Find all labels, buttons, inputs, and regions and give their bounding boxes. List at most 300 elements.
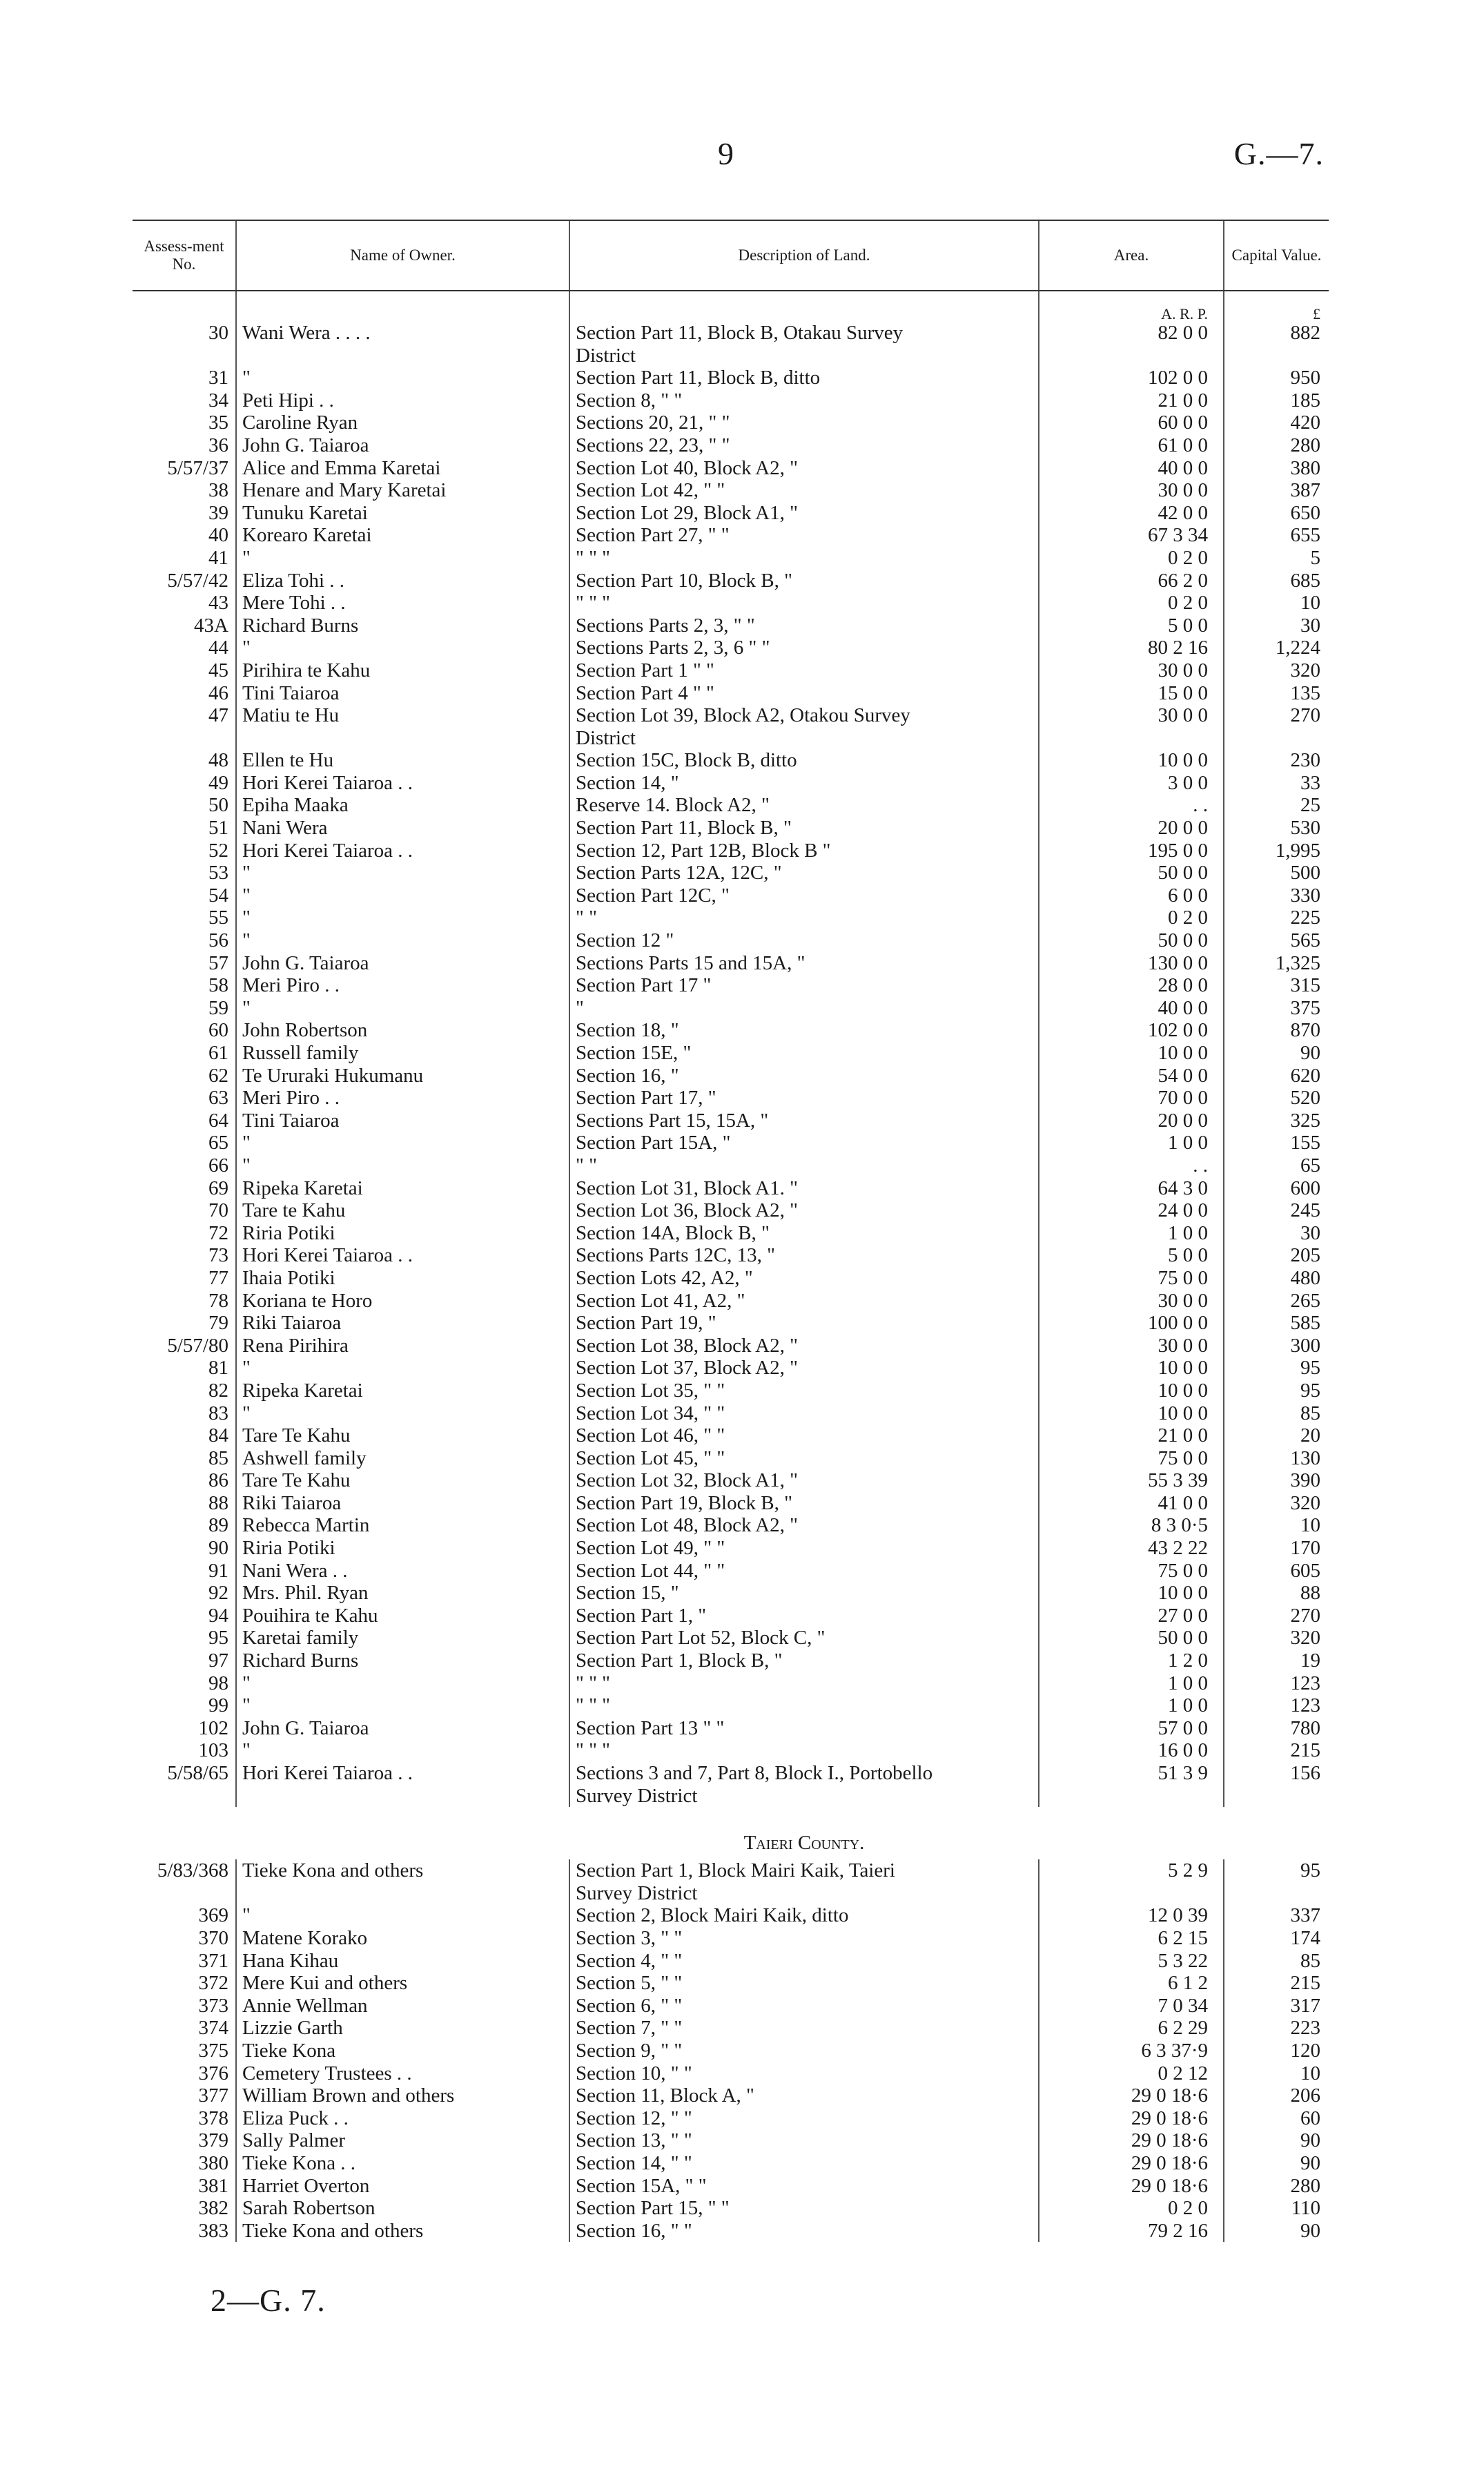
cell-capital-value: 25 bbox=[1224, 794, 1329, 817]
cell-area: . . bbox=[1039, 794, 1224, 817]
cell-area: 75 0 0 bbox=[1039, 1560, 1224, 1583]
cell-capital-value: 10 bbox=[1224, 592, 1329, 615]
cell-area: 6 1 2 bbox=[1039, 1972, 1224, 1995]
cell-capital-value: 1,224 bbox=[1224, 637, 1329, 659]
cell-assessment-no: 375 bbox=[198, 2039, 228, 2062]
col-assessment-no: Assess-ment No. bbox=[133, 220, 236, 291]
cell-capital-value: 130 bbox=[1224, 1447, 1329, 1470]
cell-area: 12 0 39 bbox=[1039, 1904, 1224, 1927]
cell-owner: " bbox=[236, 884, 569, 907]
cell-area: 30 0 0 bbox=[1039, 659, 1224, 682]
cell-owner: " bbox=[236, 997, 569, 1020]
cell-assessment-no: 102 bbox=[198, 1716, 228, 1739]
cell-assessment-no: 99 bbox=[208, 1694, 228, 1717]
cell-description: Section Part 19, Block B, " bbox=[569, 1492, 1039, 1515]
cell-area: 10 0 0 bbox=[1039, 1380, 1224, 1402]
cell-area: 29 0 18·6 bbox=[1039, 2129, 1224, 2152]
cell-capital-value: 123 bbox=[1224, 1694, 1329, 1717]
cell-area: 42 0 0 bbox=[1039, 502, 1224, 525]
cell-owner: Ripeka Karetai bbox=[236, 1177, 569, 1200]
cell-area: 100 0 0 bbox=[1039, 1312, 1224, 1335]
cell-assessment-no: 78 bbox=[208, 1289, 228, 1312]
cell-description: Section 15E, " bbox=[569, 1042, 1039, 1065]
cell-capital-value: 95 bbox=[1224, 1859, 1329, 1904]
cell-capital-value: 585 bbox=[1224, 1312, 1329, 1335]
cell-area: 82 0 0 bbox=[1039, 322, 1224, 367]
county-heading-row bbox=[133, 1807, 1329, 1859]
cell-capital-value: 380 bbox=[1224, 457, 1329, 480]
cell-assessment-no: 47 bbox=[208, 704, 228, 727]
cell-capital-value: 174 bbox=[1224, 1927, 1329, 1950]
cell-capital-value: 33 bbox=[1224, 772, 1329, 795]
cell-capital-value: 565 bbox=[1224, 929, 1329, 952]
cell-description: Section 3, " " bbox=[569, 1927, 1039, 1950]
cell-owner: " bbox=[236, 1904, 569, 1927]
cell-owner: Sally Palmer bbox=[236, 2129, 569, 2152]
cell-capital-value: 90 bbox=[1224, 2129, 1329, 2152]
cell-owner: Hori Kerei Taiaroa . . bbox=[236, 772, 569, 795]
cell-assessment-no: 41 bbox=[208, 546, 228, 569]
cell-description: Sections 3 and 7, Part 8, Block I., Portobello Survey District bbox=[569, 1762, 1039, 1807]
cell-description: Section Parts 12A, 12C, " bbox=[569, 862, 1039, 884]
cell-assessment-no: 98 bbox=[208, 1672, 228, 1694]
cell-area: 1 0 0 bbox=[1039, 1132, 1224, 1154]
cell-area: 20 0 0 bbox=[1039, 817, 1224, 840]
table-row bbox=[133, 2017, 1329, 2040]
cell-owner: Peti Hipi . . bbox=[236, 389, 569, 412]
cell-capital-value: 500 bbox=[1224, 862, 1329, 884]
table-row bbox=[133, 1694, 1329, 1717]
table-row bbox=[133, 2062, 1329, 2085]
cell-assessment-no: 374 bbox=[198, 2017, 228, 2040]
cell-owner: Nani Wera bbox=[236, 817, 569, 840]
cell-assessment-no: 50 bbox=[208, 794, 228, 817]
cell-description: Reserve 14. Block A2, " bbox=[569, 794, 1039, 817]
table-row bbox=[133, 1087, 1329, 1110]
table-row bbox=[133, 1290, 1329, 1313]
cell-assessment-no: 65 bbox=[208, 1132, 228, 1154]
table-row bbox=[133, 1950, 1329, 1973]
cell-assessment-no: 376 bbox=[198, 2062, 228, 2084]
cell-description: Section Lot 29, Block A1, " bbox=[569, 502, 1039, 525]
cell-capital-value: 780 bbox=[1224, 1717, 1329, 1740]
cell-area: 8 3 0·5 bbox=[1039, 1514, 1224, 1537]
cell-owner: " bbox=[236, 1402, 569, 1425]
cell-owner: Mere Tohi . . bbox=[236, 592, 569, 615]
table-row bbox=[133, 479, 1329, 502]
cell-area: 21 0 0 bbox=[1039, 389, 1224, 412]
cell-area: 80 2 16 bbox=[1039, 637, 1224, 659]
cell-description: Section 5, " " bbox=[569, 1972, 1039, 1995]
cell-description: Section Lot 39, Block A2, Otakou Survey District bbox=[569, 704, 1039, 749]
cell-assessment-no: 53 bbox=[208, 862, 228, 884]
cell-owner: Caroline Ryan bbox=[236, 412, 569, 434]
cell-assessment-no: 59 bbox=[208, 996, 228, 1019]
cell-owner: " bbox=[236, 1739, 569, 1762]
cell-description: Section Lot 31, Block A1. " bbox=[569, 1177, 1039, 1200]
cell-owner: Riki Taiaroa bbox=[236, 1492, 569, 1515]
cell-capital-value: 387 bbox=[1224, 479, 1329, 502]
table-row bbox=[133, 1537, 1329, 1560]
cell-description: Section 14, " bbox=[569, 772, 1039, 795]
cell-capital-value: 223 bbox=[1224, 2017, 1329, 2040]
cell-description: Sections Parts 2, 3, " " bbox=[569, 615, 1039, 637]
cell-area: 0 2 12 bbox=[1039, 2062, 1224, 2085]
cell-area: 102 0 0 bbox=[1039, 367, 1224, 389]
cell-owner: Hana Kihau bbox=[236, 1950, 569, 1973]
cell-assessment-no: 63 bbox=[208, 1087, 228, 1110]
cell-assessment-no: 379 bbox=[198, 2129, 228, 2152]
cell-capital-value: 270 bbox=[1224, 1605, 1329, 1627]
cell-capital-value: 375 bbox=[1224, 997, 1329, 1020]
cell-owner: Tare Te Kahu bbox=[236, 1469, 569, 1492]
table-row bbox=[133, 1447, 1329, 1470]
table-row bbox=[133, 2040, 1329, 2062]
cell-assessment-no: 81 bbox=[208, 1357, 228, 1380]
value-unit: £ bbox=[1224, 291, 1329, 322]
cell-capital-value: 90 bbox=[1224, 2152, 1329, 2175]
cell-description: Section 7, " " bbox=[569, 2017, 1039, 2040]
table-row bbox=[133, 1605, 1329, 1627]
cell-owner: Hori Kerei Taiaroa . . bbox=[236, 1762, 569, 1807]
cell-assessment-no: 72 bbox=[208, 1221, 228, 1244]
cell-description: Section 8, " " bbox=[569, 389, 1039, 412]
cell-description: Sections 20, 21, " " bbox=[569, 412, 1039, 434]
cell-area: 5 2 9 bbox=[1039, 1859, 1224, 1904]
cell-owner: Korearo Karetai bbox=[236, 524, 569, 547]
page-number: 9 bbox=[718, 136, 734, 171]
cell-capital-value: 95 bbox=[1224, 1380, 1329, 1402]
cell-description: Section Lot 36, Block A2, " bbox=[569, 1199, 1039, 1222]
cell-owner: Epiha Maaka bbox=[236, 794, 569, 817]
cell-capital-value: 320 bbox=[1224, 1627, 1329, 1649]
table-row bbox=[133, 884, 1329, 907]
cell-owner: Karetai family bbox=[236, 1627, 569, 1649]
cell-owner: Riki Taiaroa bbox=[236, 1312, 569, 1335]
cell-area: 64 3 0 bbox=[1039, 1177, 1224, 1200]
table-row bbox=[133, 1514, 1329, 1537]
cell-description: Section Part 17, " bbox=[569, 1087, 1039, 1110]
cell-description: Section Part 1, Block Mairi Kaik, Taieri Survey District bbox=[569, 1859, 1039, 1904]
cell-description: Section 9, " " bbox=[569, 2040, 1039, 2062]
cell-area: 20 0 0 bbox=[1039, 1110, 1224, 1132]
cell-assessment-no: 58 bbox=[208, 974, 228, 997]
cell-owner: Ripeka Karetai bbox=[236, 1380, 569, 1402]
document-reference: G.—7. bbox=[1233, 136, 1324, 171]
table-row bbox=[133, 1402, 1329, 1425]
cell-owner: Tieke Kona bbox=[236, 2040, 569, 2062]
cell-description: " " " bbox=[569, 1739, 1039, 1762]
cell-capital-value: 30 bbox=[1224, 615, 1329, 637]
table-row bbox=[133, 862, 1329, 884]
cell-capital-value: 155 bbox=[1224, 1132, 1329, 1154]
cell-owner: Sarah Robertson bbox=[236, 2197, 569, 2220]
cell-assessment-no: 51 bbox=[208, 817, 228, 840]
cell-area: 0 2 0 bbox=[1039, 2197, 1224, 2220]
cell-description: Section Part 11, Block B, " bbox=[569, 817, 1039, 840]
table-row bbox=[133, 1560, 1329, 1583]
cell-assessment-no: 103 bbox=[198, 1739, 228, 1762]
cell-description: " " " bbox=[569, 1694, 1039, 1717]
cell-assessment-no: 49 bbox=[208, 771, 228, 794]
table-row bbox=[133, 1582, 1329, 1605]
cell-assessment-no: 373 bbox=[198, 1994, 228, 2017]
table-row bbox=[133, 322, 1329, 367]
cell-owner: " bbox=[236, 1672, 569, 1695]
table-row bbox=[133, 2152, 1329, 2175]
cell-capital-value: 480 bbox=[1224, 1267, 1329, 1290]
cell-capital-value: 315 bbox=[1224, 974, 1329, 997]
cell-owner: Tare te Kahu bbox=[236, 1199, 569, 1222]
cell-assessment-no: 383 bbox=[198, 2219, 228, 2242]
table-row bbox=[133, 1972, 1329, 1995]
cell-capital-value: 206 bbox=[1224, 2084, 1329, 2107]
table-header-row bbox=[133, 220, 1329, 291]
table-row bbox=[133, 1357, 1329, 1380]
cell-area: 1 0 0 bbox=[1039, 1222, 1224, 1245]
cell-assessment-no: 46 bbox=[208, 681, 228, 704]
table-row bbox=[133, 2220, 1329, 2243]
cell-assessment-no: 86 bbox=[208, 1469, 228, 1492]
table-row bbox=[133, 637, 1329, 659]
col-area: Area. bbox=[1039, 220, 1224, 291]
cell-area: 29 0 18·6 bbox=[1039, 2152, 1224, 2175]
cell-assessment-no: 77 bbox=[208, 1266, 228, 1289]
cell-capital-value: 265 bbox=[1224, 1290, 1329, 1313]
cell-area: 55 3 39 bbox=[1039, 1469, 1224, 1492]
cell-description: Section 14, " " bbox=[569, 2152, 1039, 2175]
table-row bbox=[133, 570, 1329, 592]
cell-area: 30 0 0 bbox=[1039, 1290, 1224, 1313]
cell-assessment-no: 54 bbox=[208, 884, 228, 907]
table-row bbox=[133, 1019, 1329, 1042]
cell-owner: " bbox=[236, 862, 569, 884]
cell-capital-value: 1,325 bbox=[1224, 952, 1329, 975]
cell-capital-value: 390 bbox=[1224, 1469, 1329, 1492]
cell-description: Section Lot 45, " " bbox=[569, 1447, 1039, 1470]
cell-area: 41 0 0 bbox=[1039, 1492, 1224, 1515]
cell-assessment-no: 5/57/37 bbox=[167, 456, 228, 479]
cell-capital-value: 225 bbox=[1224, 907, 1329, 929]
cell-assessment-no: 92 bbox=[208, 1582, 228, 1605]
cell-assessment-no: 88 bbox=[208, 1491, 228, 1514]
cell-owner: Te Ururaki Hukumanu bbox=[236, 1065, 569, 1087]
cell-area: 29 0 18·6 bbox=[1039, 2084, 1224, 2107]
cell-capital-value: 337 bbox=[1224, 1904, 1329, 1927]
cell-capital-value: 230 bbox=[1224, 749, 1329, 772]
table-row bbox=[133, 1132, 1329, 1154]
cell-capital-value: 655 bbox=[1224, 524, 1329, 547]
cell-description: Section Lot 49, " " bbox=[569, 1537, 1039, 1560]
cell-area: 70 0 0 bbox=[1039, 1087, 1224, 1110]
cell-owner: " bbox=[236, 367, 569, 389]
cell-assessment-no: 91 bbox=[208, 1559, 228, 1582]
cell-assessment-no: 90 bbox=[208, 1537, 228, 1560]
cell-area: 30 0 0 bbox=[1039, 704, 1224, 749]
table-row bbox=[133, 1717, 1329, 1740]
table-row bbox=[133, 1469, 1329, 1492]
cell-assessment-no: 39 bbox=[208, 501, 228, 524]
cell-capital-value: 30 bbox=[1224, 1222, 1329, 1245]
cell-capital-value: 123 bbox=[1224, 1672, 1329, 1695]
cell-assessment-no: 66 bbox=[208, 1154, 228, 1177]
table-row bbox=[133, 682, 1329, 705]
cell-description: Section 10, " " bbox=[569, 2062, 1039, 2085]
cell-area: 21 0 0 bbox=[1039, 1424, 1224, 1447]
cell-area: 40 0 0 bbox=[1039, 997, 1224, 1020]
cell-assessment-no: 31 bbox=[208, 367, 228, 389]
cell-owner: " bbox=[236, 907, 569, 929]
cell-capital-value: 95 bbox=[1224, 1357, 1329, 1380]
cell-owner: Tunuku Karetai bbox=[236, 502, 569, 525]
cell-description: Section 15A, " " bbox=[569, 2175, 1039, 2198]
table-row bbox=[133, 1424, 1329, 1447]
cell-description: Section 16, " " bbox=[569, 2220, 1039, 2243]
cell-area: 6 3 37·9 bbox=[1039, 2040, 1224, 2062]
cell-capital-value: 156 bbox=[1224, 1762, 1329, 1807]
cell-owner: Richard Burns bbox=[236, 615, 569, 637]
cell-capital-value: 90 bbox=[1224, 2220, 1329, 2243]
cell-area: 130 0 0 bbox=[1039, 952, 1224, 975]
cell-owner: Harriet Overton bbox=[236, 2175, 569, 2198]
cell-capital-value: 317 bbox=[1224, 1995, 1329, 2017]
table-row bbox=[133, 389, 1329, 412]
table-row bbox=[133, 1995, 1329, 2017]
cell-area: 29 0 18·6 bbox=[1039, 2107, 1224, 2130]
cell-description: Section Part 19, " bbox=[569, 1312, 1039, 1335]
cell-owner: Tini Taiaroa bbox=[236, 1110, 569, 1132]
cell-assessment-no: 83 bbox=[208, 1402, 228, 1424]
cell-description: Section Part 10, Block B, " bbox=[569, 570, 1039, 592]
cell-capital-value: 530 bbox=[1224, 817, 1329, 840]
cell-area: 0 2 0 bbox=[1039, 547, 1224, 570]
cell-capital-value: 120 bbox=[1224, 2040, 1329, 2062]
cell-area: 67 3 34 bbox=[1039, 524, 1224, 547]
table-row bbox=[133, 2107, 1329, 2130]
table-row bbox=[133, 974, 1329, 997]
cell-capital-value: 215 bbox=[1224, 1739, 1329, 1762]
cell-owner: Pouihira te Kahu bbox=[236, 1605, 569, 1627]
table-row bbox=[133, 1380, 1329, 1402]
table-row bbox=[133, 817, 1329, 840]
table-row bbox=[133, 1492, 1329, 1515]
table-row bbox=[133, 2197, 1329, 2220]
cell-description: " " " bbox=[569, 547, 1039, 570]
cell-description: Section Part 15A, " bbox=[569, 1132, 1039, 1154]
cell-description: Section 12, Part 12B, Block B " bbox=[569, 840, 1039, 862]
table-row bbox=[133, 1904, 1329, 1927]
table-row bbox=[133, 1065, 1329, 1087]
cell-assessment-no: 380 bbox=[198, 2151, 228, 2174]
cell-assessment-no: 45 bbox=[208, 659, 228, 681]
cell-capital-value: 520 bbox=[1224, 1087, 1329, 1110]
table-row bbox=[133, 524, 1329, 547]
cell-description: Section Lot 32, Block A1, " bbox=[569, 1469, 1039, 1492]
cell-capital-value: 19 bbox=[1224, 1649, 1329, 1672]
cell-owner: Mrs. Phil. Ryan bbox=[236, 1582, 569, 1605]
cell-capital-value: 90 bbox=[1224, 1042, 1329, 1065]
cell-description: Section Part 4 " " bbox=[569, 682, 1039, 705]
table-row bbox=[133, 547, 1329, 570]
cell-area: 102 0 0 bbox=[1039, 1019, 1224, 1042]
table-row bbox=[133, 794, 1329, 817]
cell-area: 6 2 29 bbox=[1039, 2017, 1224, 2040]
table-row bbox=[133, 1739, 1329, 1762]
cell-area: 0 2 0 bbox=[1039, 592, 1224, 615]
cell-assessment-no: 43 bbox=[208, 592, 228, 615]
cell-area: 30 0 0 bbox=[1039, 479, 1224, 502]
cell-area: 6 2 15 bbox=[1039, 1927, 1224, 1950]
cell-area: 10 0 0 bbox=[1039, 749, 1224, 772]
cell-owner: Ellen te Hu bbox=[236, 749, 569, 772]
table-row bbox=[133, 907, 1329, 929]
cell-owner: Tieke Kona . . bbox=[236, 2152, 569, 2175]
cell-owner: " bbox=[236, 547, 569, 570]
cell-assessment-no: 5/58/65 bbox=[167, 1762, 228, 1784]
table-row bbox=[133, 1042, 1329, 1065]
table-row bbox=[133, 502, 1329, 525]
cell-description: Section 4, " " bbox=[569, 1950, 1039, 1973]
table-row bbox=[133, 1312, 1329, 1335]
cell-description: Section 12, " " bbox=[569, 2107, 1039, 2130]
cell-area: 1 0 0 bbox=[1039, 1694, 1224, 1717]
cell-capital-value: 170 bbox=[1224, 1537, 1329, 1560]
cell-owner: Riria Potiki bbox=[236, 1222, 569, 1245]
table-row bbox=[133, 2084, 1329, 2107]
cell-description: Section Part 1, Block B, " bbox=[569, 1649, 1039, 1672]
table-row bbox=[133, 1110, 1329, 1132]
cell-capital-value: 88 bbox=[1224, 1582, 1329, 1605]
cell-capital-value: 60 bbox=[1224, 2107, 1329, 2130]
table-row bbox=[133, 1244, 1329, 1267]
table-row bbox=[133, 1762, 1329, 1807]
table-row bbox=[133, 749, 1329, 772]
cell-capital-value: 420 bbox=[1224, 412, 1329, 434]
cell-capital-value: 300 bbox=[1224, 1335, 1329, 1357]
cell-description: Section 18, " bbox=[569, 1019, 1039, 1042]
cell-description: Section Lot 34, " " bbox=[569, 1402, 1039, 1425]
cell-owner: Cemetery Trustees . . bbox=[236, 2062, 569, 2085]
cell-owner: Riria Potiki bbox=[236, 1537, 569, 1560]
cell-capital-value: 20 bbox=[1224, 1424, 1329, 1447]
cell-description: Section Lot 44, " " bbox=[569, 1560, 1039, 1583]
cell-area: 24 0 0 bbox=[1039, 1199, 1224, 1222]
cell-description: Section Part 12C, " bbox=[569, 884, 1039, 907]
cell-owner: " bbox=[236, 1694, 569, 1717]
cell-capital-value: 650 bbox=[1224, 502, 1329, 525]
cell-owner: Rena Pirihira bbox=[236, 1335, 569, 1357]
cell-assessment-no: 35 bbox=[208, 412, 228, 434]
cell-owner: William Brown and others bbox=[236, 2084, 569, 2107]
cell-capital-value: 110 bbox=[1224, 2197, 1329, 2220]
cell-assessment-no: 36 bbox=[208, 434, 228, 456]
cell-area: 50 0 0 bbox=[1039, 929, 1224, 952]
cell-capital-value: 620 bbox=[1224, 1065, 1329, 1087]
cell-owner: John G. Taiaroa bbox=[236, 1717, 569, 1740]
cell-assessment-no: 94 bbox=[208, 1604, 228, 1627]
cell-owner: Pirihira te Kahu bbox=[236, 659, 569, 682]
cell-area: 1 0 0 bbox=[1039, 1672, 1224, 1695]
cell-assessment-no: 377 bbox=[198, 2084, 228, 2107]
cell-area: 28 0 0 bbox=[1039, 974, 1224, 997]
cell-assessment-no: 40 bbox=[208, 524, 228, 547]
cell-capital-value: 320 bbox=[1224, 659, 1329, 682]
cell-assessment-no: 70 bbox=[208, 1199, 228, 1222]
cell-description: Section Lot 46, " " bbox=[569, 1424, 1039, 1447]
cell-assessment-no: 97 bbox=[208, 1649, 228, 1672]
cell-owner: Wani Wera . . . . bbox=[236, 322, 569, 367]
cell-area: 51 3 9 bbox=[1039, 1762, 1224, 1807]
